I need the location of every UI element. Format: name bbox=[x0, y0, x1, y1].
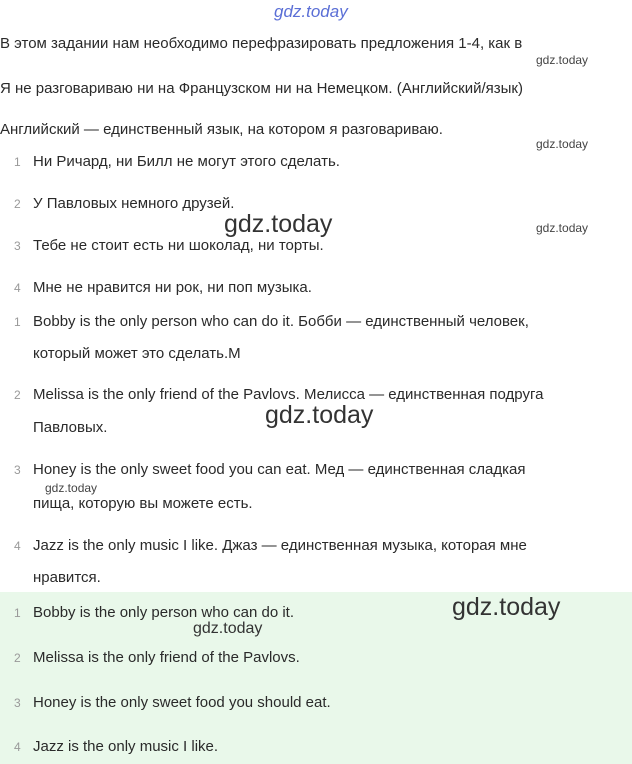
question-text: Мне не нравится ни рок, ни поп музыка. bbox=[33, 279, 312, 296]
item-number: 2 bbox=[14, 388, 21, 402]
item-number: 2 bbox=[14, 197, 21, 211]
watermark: gdz.today bbox=[536, 221, 589, 235]
item-number: 4 bbox=[14, 281, 21, 295]
translation-item bbox=[14, 461, 525, 478]
translation-line: который может это сделать.М bbox=[33, 345, 241, 362]
translation-item bbox=[14, 537, 527, 554]
question-item bbox=[14, 153, 340, 170]
item-number: 1 bbox=[14, 155, 21, 169]
item-number: 3 bbox=[14, 239, 21, 253]
watermark: gdz.today bbox=[536, 137, 589, 151]
question-item bbox=[14, 195, 234, 212]
item-number: 4 bbox=[14, 539, 21, 553]
watermark: gdz.today bbox=[193, 620, 263, 637]
answer-item bbox=[14, 604, 294, 621]
item-number: 1 bbox=[14, 606, 21, 620]
intro-text: В этом задании нам необходимо перефразировать предложения 1-4, как в bbox=[0, 35, 523, 52]
answer-text: Bobby is the only person who can do it. bbox=[33, 604, 294, 621]
answer-item bbox=[14, 649, 300, 666]
translation-line: Melissa is the only friend of the Pavlovs. Мелисса — единственная подруга bbox=[33, 386, 544, 403]
translation-line: Jazz is the only music I like. Джаз — единственная музыка, которая мне bbox=[33, 537, 527, 554]
watermark: gdz.today bbox=[224, 210, 333, 238]
example-answer: Английский — единственный язык, на котором я разговариваю. bbox=[0, 121, 443, 138]
answer-item bbox=[14, 738, 218, 755]
watermark: gdz.today bbox=[536, 53, 589, 67]
item-number: 4 bbox=[14, 740, 21, 754]
question-item bbox=[14, 279, 312, 296]
translation-item bbox=[14, 313, 529, 330]
translation-line: нравится. bbox=[33, 569, 101, 586]
answer-text: Jazz is the only music I like. bbox=[33, 738, 219, 755]
question-item bbox=[14, 237, 324, 254]
answers-panel bbox=[0, 592, 632, 764]
translation-line: Павловых. bbox=[33, 419, 108, 436]
translation-line: Honey is the only sweet food you can eat. Мед — единственная сладкая bbox=[33, 461, 526, 478]
watermark: gdz.today bbox=[452, 593, 561, 621]
translation-line: Bobby is the only person who can do it. Бобби — единственный человек, bbox=[33, 313, 529, 330]
question-text: Тебе не стоит есть ни шоколад, ни торты. bbox=[33, 237, 324, 254]
item-number: 3 bbox=[14, 463, 21, 477]
example-sentence: Я не разговариваю ни на Французском ни на Немецком. (Английский/язык) bbox=[0, 80, 523, 97]
site-logo: gdz.today bbox=[274, 2, 348, 21]
answer-item bbox=[14, 694, 331, 711]
item-number: 1 bbox=[14, 315, 21, 329]
translation-line: пища, которую вы можете есть. bbox=[33, 495, 253, 512]
item-number: 3 bbox=[14, 696, 21, 710]
question-text: Ни Ричард, ни Билл не могут этого сделать. bbox=[33, 153, 340, 170]
answer-text: Honey is the only sweet food you should eat. bbox=[33, 694, 331, 711]
watermark: gdz.today bbox=[45, 481, 98, 495]
answer-text: Melissa is the only friend of the Pavlovs. bbox=[33, 649, 300, 666]
question-text: У Павловых немного друзей. bbox=[33, 195, 235, 212]
item-number: 2 bbox=[14, 651, 21, 665]
watermark: gdz.today bbox=[265, 401, 374, 429]
